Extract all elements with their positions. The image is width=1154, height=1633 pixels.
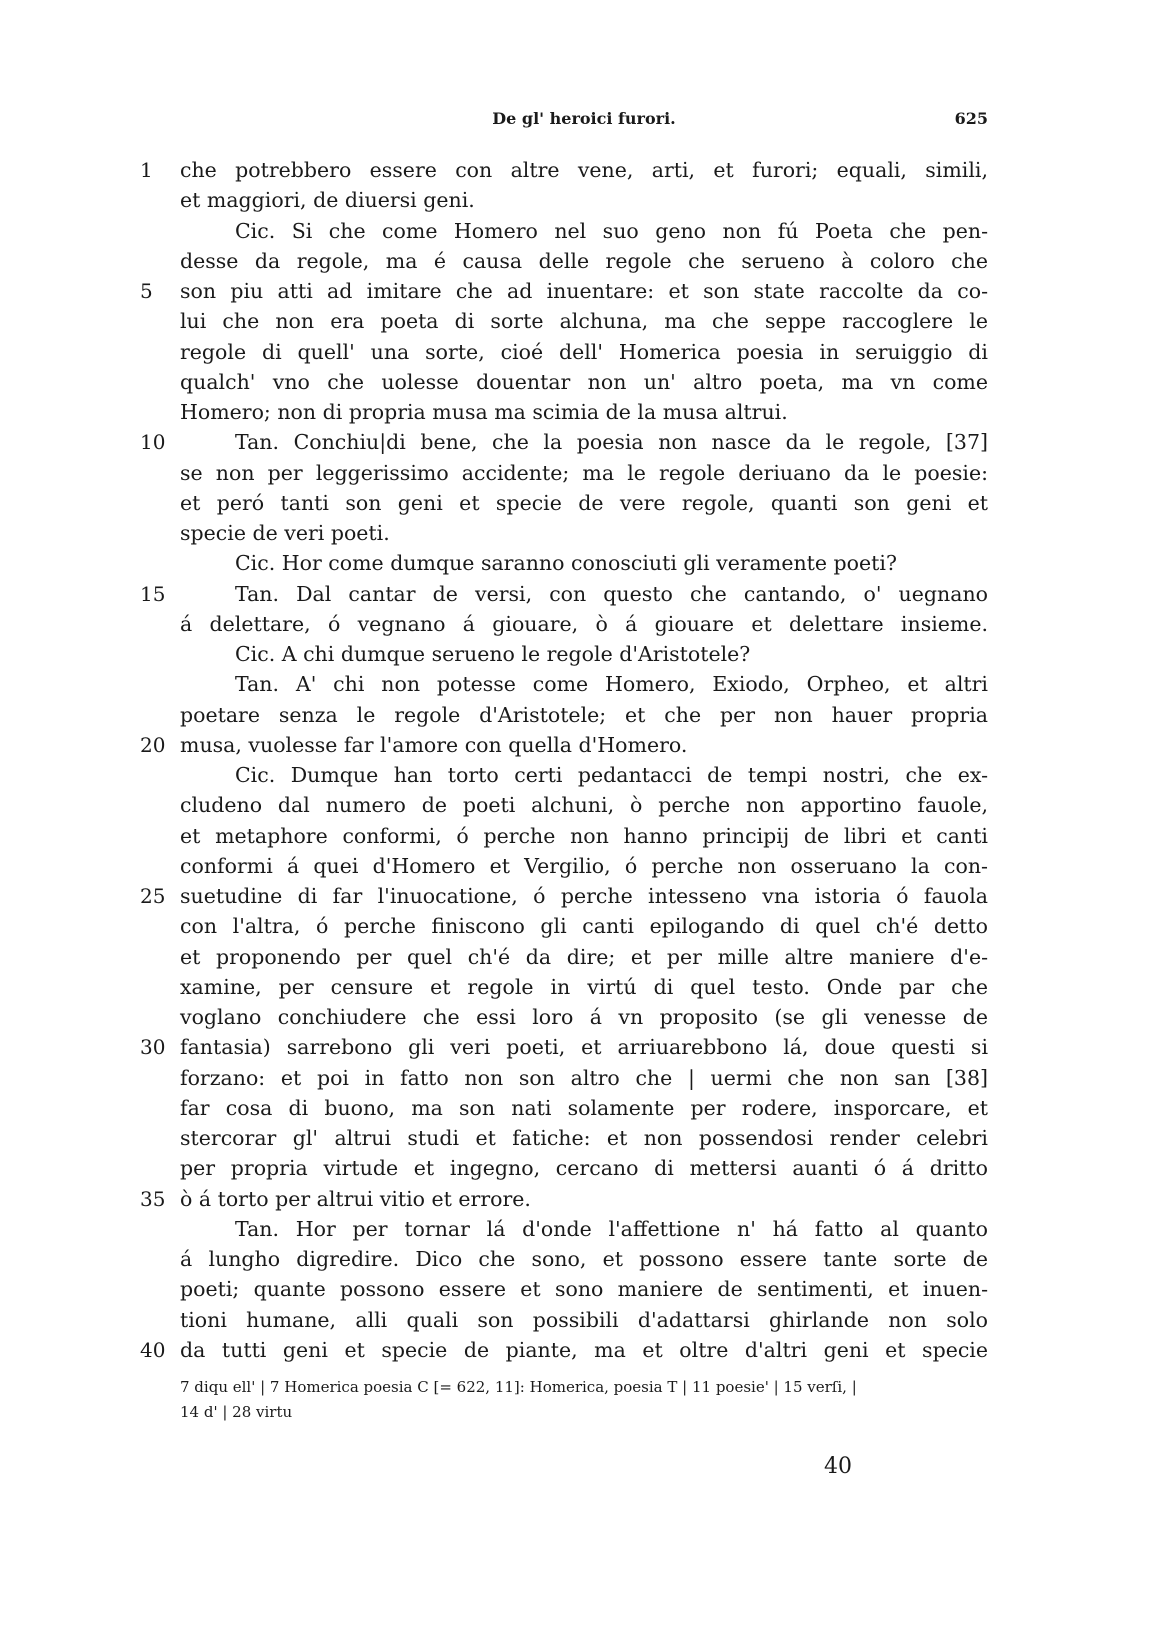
running-title: De gl' heroici furori. [492, 109, 676, 128]
text-line: fantasia) sarrebono gli veri poeti, et arriuarebbono lá, doue questi si [180, 1035, 988, 1060]
signature-mark: 40 [824, 1454, 852, 1479]
line-number: 5 [140, 279, 153, 303]
text-line: son piu atti ad imitare che ad inuentare: et son state raccolte da co- [180, 279, 988, 303]
footnote-line: 14 d' | 28 virtu [180, 1403, 293, 1421]
text-line: Tan. Hor per tornar lá d'onde l'affettione n' há fatto al quanto [235, 1216, 988, 1241]
page-number: 625 [954, 109, 988, 128]
line-number: 15 [140, 581, 166, 606]
text-line: Tan. Conchiu|di bene, che la poesia non nasce da le regole, [37] [235, 430, 988, 455]
text-line: forzano: et poi in fatto non son altro che | uermi che non san [38] [180, 1065, 988, 1090]
text-line: tioni humane, alli quali son possibili d'adattarsi ghirlande non solo [180, 1307, 988, 1332]
text-line: desse da regole, ma é causa delle regole che serueno à coloro che [180, 248, 988, 273]
text-line: stercorar gl' altrui studi et fatiche: et non possendosi render celebri [180, 1126, 988, 1150]
critical-apparatus [180, 1375, 988, 1425]
line-number: 35 [140, 1186, 166, 1211]
text-line: xamine, per censure et regole in virtú di quel testo. Onde par che [180, 974, 988, 999]
text-line: se non per leggerissimo accidente; ma le regole deriuano da le poesie: [180, 460, 988, 485]
footnote-line: 7 diqu ell' | 7 Homerica poesia C [= 622, 11]: Homerica, poesia T | 11 poesie' | 15 verſi, | [180, 1378, 857, 1396]
text-line: musa, vuolesse far l'amore con quella d'Homero. [180, 732, 688, 757]
text-line: far cosa di buono, ma son nati solamente per rodere, insporcare, et [180, 1095, 988, 1120]
line-number: 30 [140, 1035, 166, 1060]
text-line: et metaphore conformi, ó perche non hanno principij de libri et canti [180, 823, 988, 848]
text-line: qualch' vno che uolesse douentar non un' altro poeta, ma vn come [180, 369, 988, 394]
text-line: con l'altra, ó perche finiscono gli canti epilogando di quel ch'é detto [180, 914, 988, 939]
text-line: suetudine di far l'inuocatione, ó perche intesseno vna istoria ó fauola [180, 884, 988, 908]
text-line: che potrebbero essere con altre vene, arti, et furori; equali, simili, [180, 158, 988, 182]
text-line: cludeno dal numero de poeti alchuni, ò perche non apportino fauole, [180, 793, 988, 818]
text-line: conformi á quei d'Homero et Vergilio, ó perche non osseruano la con- [180, 853, 988, 878]
running-header [180, 109, 988, 135]
line-number: 10 [140, 430, 166, 455]
text-line: regole di quell' una sorte, cioé dell' Homerica poesia in seruiggio di [180, 339, 988, 364]
text-line: Tan. A' chi non potesse come Homero, Exiodo, Orpheo, et altri [235, 672, 988, 697]
text-line: Tan. Dal cantar de versi, con questo che cantando, o' uegnano [235, 581, 988, 606]
line-number: 25 [140, 884, 166, 908]
text-line: et proponendo per quel ch'é da dire; et per mille altre maniere d'e- [180, 944, 988, 969]
text-line: lui che non era poeta di sorte alchuna, ma che seppe raccoglere le [180, 309, 988, 334]
line-number: 20 [140, 732, 166, 757]
text-line: poetare senza le regole d'Aristotele; et che per non hauer propria [180, 702, 988, 727]
text-line: et peró tanti son geni et specie de vere regole, quanti son geni et [180, 490, 988, 515]
text-line: specie de veri poeti. [180, 521, 390, 545]
text-line: Cic. Si che come Homero nel suo geno non fú Poeta che pen- [235, 218, 988, 243]
line-number: 40 [140, 1337, 166, 1362]
text-line: Cic. A chi dumque serueno le regole d'Aristotele? [235, 642, 751, 666]
text-line: Cic. Dumque han torto certi pedantacci de tempi nostri, che ex- [235, 763, 988, 787]
text-line: ò á torto per altrui vitio et errore. [180, 1186, 531, 1211]
line-number: 1 [140, 158, 153, 182]
text-line: Cic. Hor come dumque saranno conosciuti gli veramente poeti? [235, 551, 897, 576]
text-line: á lungho digredire. Dico che sono, et possono essere tante sorte de [180, 1247, 988, 1271]
text-line: á delettare, ó vegnano á giouare, ò á giouare et delettare insieme. [180, 611, 988, 636]
text-line: per propria virtude et ingegno, cercano di mettersi auanti ó á dritto [180, 1156, 988, 1181]
text-line: Homero; non di propria musa ma scimia de la musa altrui. [180, 400, 788, 424]
text-line: et maggiori, de diuersi geni. [180, 188, 475, 213]
main-text [180, 155, 988, 1365]
text-line: da tutti geni et specie de piante, ma et oltre d'altri geni et specie [180, 1337, 988, 1362]
text-line: voglano conchiudere che essi loro á vn proposito (se gli venesse de [180, 1005, 988, 1029]
text-line: poeti; quante possono essere et sono maniere de sentimenti, et inuen- [180, 1277, 988, 1302]
